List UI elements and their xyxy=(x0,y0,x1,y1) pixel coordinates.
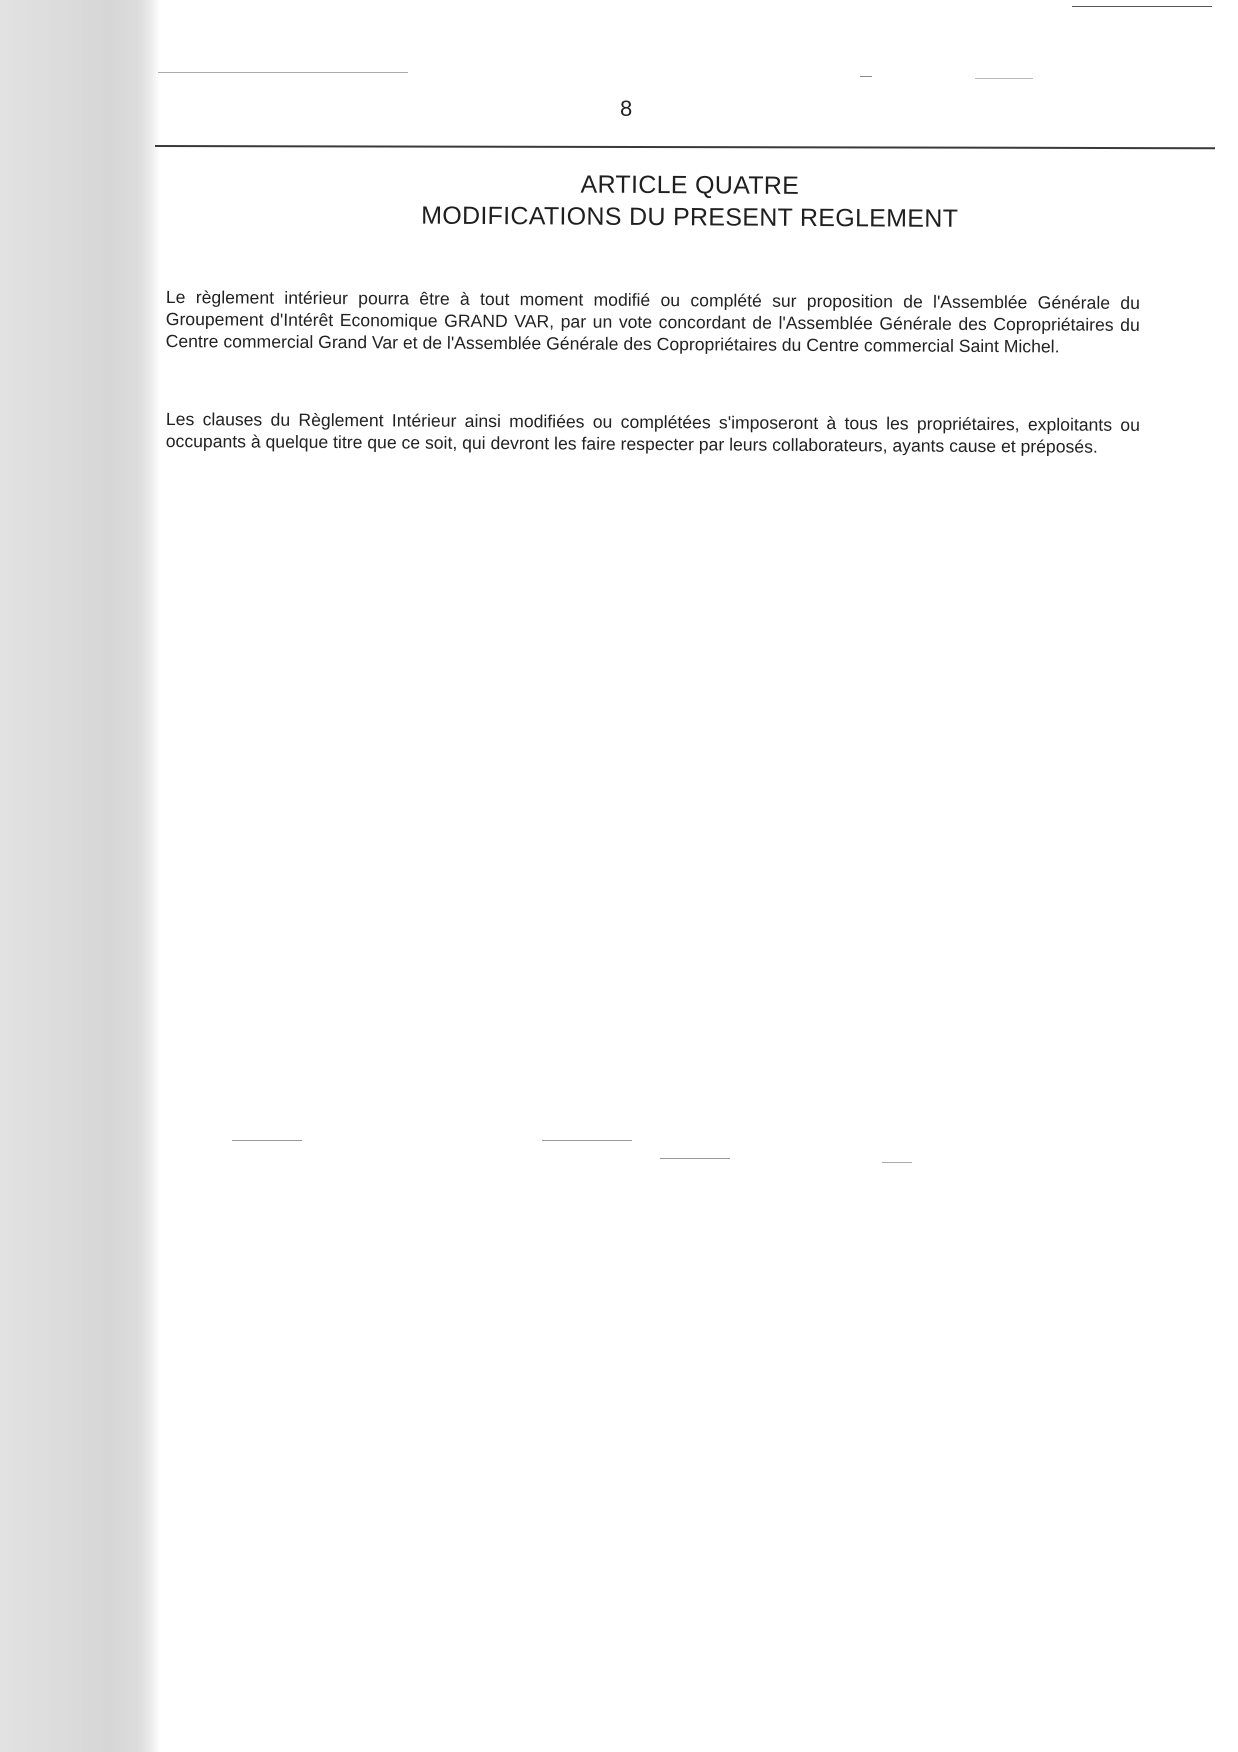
paragraph-1: Le règlement intérieur pourra être à tout moment modifié ou complété sur proposition de l'Assemblée Générale du Groupement d'Intérêt Economique GRAND VAR, par un vote concordant de l'Assemblée Générale des Copropriétaires du Centre commercial Grand Var et de l'Assemblée Générale des Copropriétaires du Centre commercial Saint Michel. xyxy=(165,286,1140,357)
binding-shadow xyxy=(0,0,160,1752)
scan-artifact xyxy=(975,78,1033,79)
scan-artifact xyxy=(232,1140,302,1141)
article-subtitle: MODIFICATIONS DU PRESENT REGLEMENT xyxy=(421,201,959,233)
article-heading xyxy=(160,166,1220,236)
scan-artifact xyxy=(542,1140,632,1141)
scan-artifact xyxy=(860,76,872,77)
scan-artifact xyxy=(882,1162,912,1163)
scan-artifact xyxy=(660,1158,730,1159)
header-rule xyxy=(155,145,1215,149)
paragraph-2: Les clauses du Règlement Intérieur ainsi modifiées ou complétées s'imposeront à tous les propriétaires, exploitants ou occupants à quelque titre que ce soit, qui devront les faire respecter par leurs collaborateurs, ayants cause et préposés. xyxy=(165,408,1140,457)
scan-artifact xyxy=(158,72,408,73)
scan-edge-line xyxy=(1072,6,1212,7)
page-number: 8 xyxy=(620,96,633,121)
article-title: ARTICLE QUATRE xyxy=(580,170,800,200)
